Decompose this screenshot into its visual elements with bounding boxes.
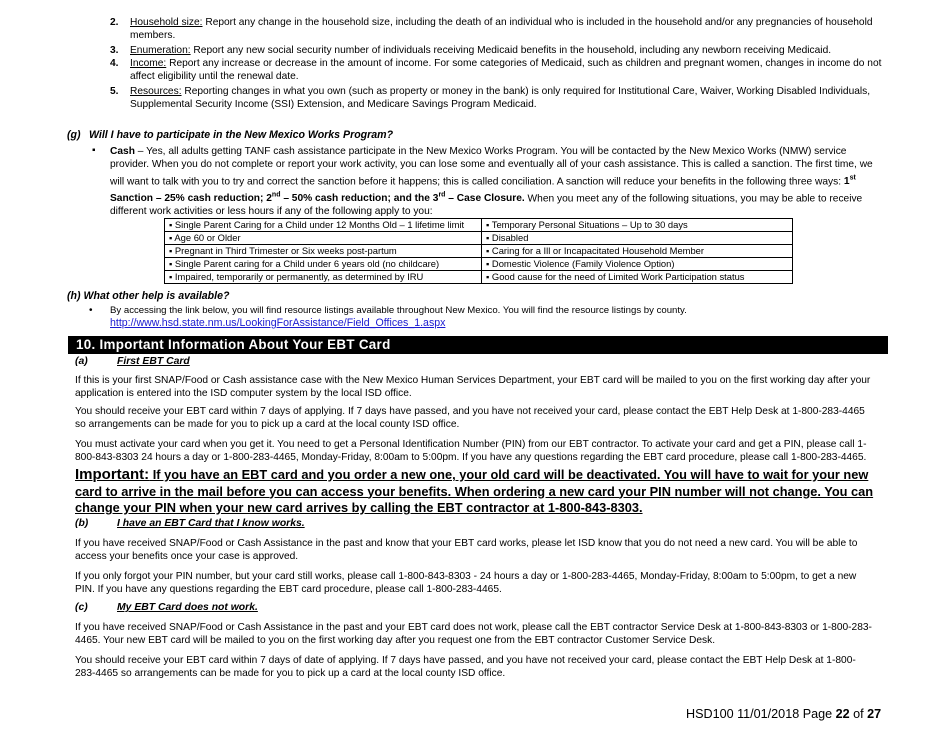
list-number: 2. — [110, 17, 119, 28]
card-not-working-paragraph: If you have received SNAP/Food or Cash Assistance in the past and your EBT card does not work, please call the EBT contractor Service Desk at 1-800-843-8303 or 1-800-283-4465. Your new EBT card will be mailed to you on the first working day after you request one from the EBT contractor Customer Service Desk. — [75, 622, 872, 647]
sanction-1: 1 — [843, 176, 850, 188]
sanction-1-text: Sanction – 25% cash reduction; 2 — [110, 193, 272, 204]
section-h-heading: (h) What other help is available? — [67, 290, 230, 302]
section-g-heading — [67, 129, 393, 142]
table-cell: ▪ Temporary Personal Situations – Up to 30 days — [482, 219, 793, 232]
list-term: Household size: — [130, 17, 203, 28]
sanction-2-sup: nd — [271, 191, 281, 199]
list-number: 4. — [110, 58, 119, 69]
table-cell: ▪ Age 60 or Older — [165, 232, 482, 245]
forgot-pin-paragraph: If you only forgot your PIN number, but your card still works, please call 1-800-843-8303 - 24 hours a day or 1-800-283-4465, Monday-Friday, 8:00am to 5:00pm, to get a new PIN. If you have any questions regarding the EBT card procedure, please call 1-800-283-4465. — [75, 571, 857, 596]
list-item-enumeration — [110, 44, 885, 57]
table-row — [165, 219, 793, 232]
work-exemption-table — [164, 218, 793, 284]
list-term: Resources: — [130, 86, 182, 97]
dot-bullet-icon: • — [89, 305, 93, 316]
current-page: 22 — [835, 707, 850, 721]
sanction-2-text: – 50% cash reduction; and the 3 — [280, 193, 439, 204]
list-text: Report any change in the household size, including the death of an individual who is included in the household and/or any pregnancies of household members. — [130, 17, 873, 42]
page-footer — [686, 708, 881, 721]
table-row — [165, 232, 793, 245]
cash-end-text: When you meet any of the following situations, you may be able to receive different work activities or less hours if any of the following apply to you: — [110, 193, 863, 218]
page-of: of — [849, 707, 868, 721]
cash-term: Cash — [110, 146, 135, 157]
form-number: HSD100 11/01/2018 Page — [686, 707, 836, 721]
table-cell: ▪ Good cause for the need of Limited Work Participation status — [482, 271, 793, 284]
subsection-b-label: (b) — [75, 518, 89, 529]
table-cell: ▪ Single Parent caring for a Child under 6 years old (no childcare) — [165, 258, 482, 271]
table-cell: ▪ Disabled — [482, 232, 793, 245]
important-text: If you have an EBT card and you order a new one, your old card will be deactivated. You will have to wait for your new card to arrive in the mail before you can access your benefits. When ordering a new card your PIN number will not change. You can change your PIN when your new card arrives by calling the EBT contractor at 1-800-843-8303. — [75, 467, 874, 515]
table-row — [165, 271, 793, 284]
cash-paragraph — [110, 145, 886, 219]
table-cell: ▪ Domestic Violence (Family Violence Option) — [482, 258, 793, 271]
table-cell: ▪ Pregnant in Third Trimester or Six weeks post-partum — [165, 245, 482, 258]
subsection-b-title: I have an EBT Card that I know works. — [117, 518, 305, 529]
table-cell: ▪ Single Parent Caring for a Child under 12 Months Old – 1 lifetime limit — [165, 219, 482, 232]
total-pages: 27 — [867, 707, 882, 721]
list-item-resources — [110, 85, 885, 112]
subsection-a-heading — [75, 355, 190, 368]
list-term: Income: — [130, 58, 167, 69]
square-bullet-icon: ▪ — [92, 145, 96, 156]
sanction-3-sup: rd — [438, 191, 446, 199]
receive-card-within-7-days-paragraph: You should receive your EBT card within 7 days of date of applying. If 7 days have passed, and you have not received your card, please contact the EBT Help Desk at 1-800-283-4465 so arrangements can be made for you to pick up a card at the local county ISD office. — [75, 655, 856, 680]
subsection-c-heading — [75, 601, 258, 614]
list-item-household-size — [110, 16, 885, 43]
list-term: Enumeration: — [130, 45, 191, 56]
section-10-header — [68, 336, 888, 354]
list-number: 5. — [110, 86, 119, 97]
section-h-text: By accessing the link below, you will find resource listings available throughout New Mexico. You will find the resource listings by county. — [110, 305, 687, 316]
subsection-b-heading — [75, 517, 305, 530]
section-g-question: Will I have to participate in the New Mexico Works Program? — [89, 129, 394, 141]
section-10-title: 10. Important Information About Your EBT Card — [76, 337, 391, 352]
subsection-a-label: (a) — [75, 356, 88, 367]
section-g-label: (g) — [67, 129, 81, 141]
card-works-paragraph: If you have received SNAP/Food or Cash Assistance in the past and know that your EBT card works, please let ISD know that you do not need a new card. You will be able to access your benefits once your case is approved. — [75, 538, 858, 563]
table-cell: ▪ Caring for a Ill or Incapacitated Household Member — [482, 245, 793, 258]
table-row — [165, 245, 793, 258]
list-item-income — [110, 57, 885, 84]
receive-card-paragraph: You should receive your EBT card within 7 days of applying. If 7 days have passed, and you have not received your card, please contact the EBT Help Desk at 1-800-283-4465 so arrangements can be made for you to pick up a card at the local county ISD office. — [75, 406, 865, 431]
important-label: Important: — [75, 466, 150, 483]
list-number: 3. — [110, 45, 119, 56]
list-text: Report any new social security number of individuals receiving Medicaid benefits in the household, including any newborn receiving Medicaid. — [190, 45, 832, 56]
subsection-c-title: My EBT Card does not work. — [117, 602, 258, 613]
sanction-1-sup: st — [849, 174, 856, 182]
list-text: Reporting changes in what you own (such as property or money in the bank) is only required for Institutional Care, Waiver, Working Disabled Individuals, Supplemental Security Income (SSI) Extension, and Medicare Savings Program Medicaid. — [130, 86, 871, 111]
cash-text: – Yes, all adults getting TANF cash assistance participate in the New Mexico Works Program. You will be contacted by the New Mexico Works (NMW) service provider. When you do not complete or report your work activity, you can lose some and eventually all of your cash assistance. This is called a sanction. The first time, we will want to talk with you to try and correct the sanction before it happens; this is called conciliation. A sanction will reduce your benefits in the following three ways: — [110, 146, 873, 188]
first-card-paragraph: If this is your first SNAP/Food or Cash assistance case with the New Mexico Human Services Department, your EBT card will be mailed to you on the first working day after your application is entered into the ISD computer system by the local ISD office. — [75, 375, 871, 400]
important-notice — [75, 467, 885, 517]
sanction-3-text: – Case Closure. — [445, 193, 525, 204]
table-row — [165, 258, 793, 271]
table-cell: ▪ Impaired, temporarily or permanently, as determined by IRU — [165, 271, 482, 284]
subsection-c-label: (c) — [75, 602, 88, 613]
subsection-a-title: First EBT Card — [117, 356, 190, 367]
field-offices-link[interactable]: http://www.hsd.state.nm.us/LookingForAssistance/Field_Offices_1.aspx — [110, 317, 446, 329]
list-text: Report any increase or decrease in the amount of income. For some categories of Medicaid, such as children and pregnant women, changes in income do not affect eligibility until the renewal date. — [130, 58, 882, 83]
activate-card-paragraph: You must activate your card when you get it. You need to get a Personal Identification Number (PIN) from our EBT contractor. To activate your card and get a PIN, please call 1-800-843-8303 24 hours a day or 1-800-283-4465, Monday-Friday, 8:00am to 5:00pm. If you have any questions regarding the EBT card procedure, please call 1-800-283-4465. — [75, 439, 867, 464]
